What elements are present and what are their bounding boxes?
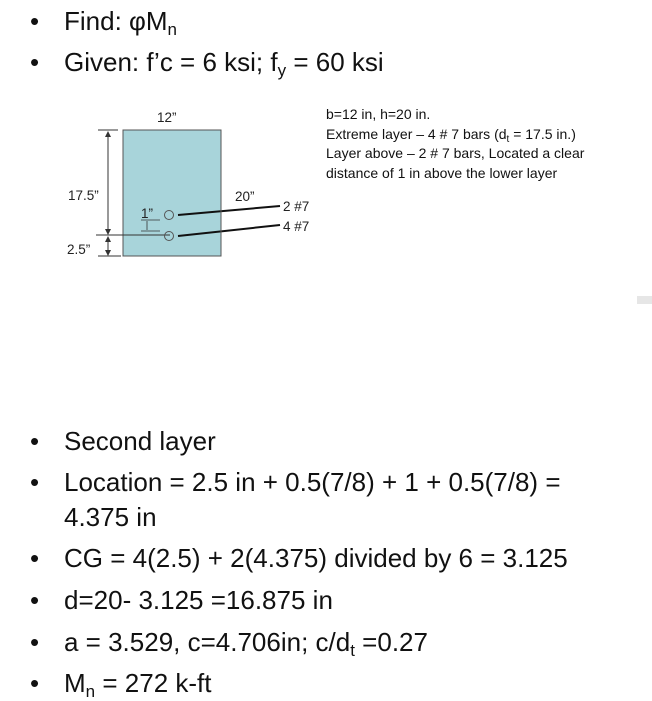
note-line: Layer above – 2 # 7 bars, Located a clear <box>326 145 585 161</box>
bullet-dot: • <box>30 585 40 615</box>
arrowhead <box>105 229 111 235</box>
spacing-label: 1” <box>141 206 154 221</box>
upper-bar-label: 2 #7 <box>283 199 310 214</box>
location-text-line2: 4.375 in <box>64 502 157 532</box>
note-line: b=12 in, h=20 in. <box>326 106 431 122</box>
location-text: Location = 2.5 in + 0.5(7/8) + 1 + 0.5(7/8) = <box>64 467 561 497</box>
given-text: Given: f’c = 6 ksi; $f_y = 60$ ksi <box>64 47 384 80</box>
note-line: Extreme layer – 4 # 7 bars ($d_t = 17.5$ in.) <box>326 125 576 145</box>
cover-label: 2.5” <box>67 242 91 257</box>
height-label: 20” <box>235 189 255 204</box>
beam-section <box>123 130 221 256</box>
bullet-dot: • <box>30 543 40 573</box>
second-layer-text: Second layer <box>64 426 216 456</box>
bullet-dot: • <box>30 467 40 497</box>
note-line: distance of 1 in above the lower layer <box>326 164 558 181</box>
slide-edge-marker <box>637 296 652 304</box>
beam-cross-section-diagram <box>0 100 330 270</box>
given-notes <box>326 105 646 183</box>
a-text: a = 3.529, c=4.706in; $c/d_t =0.27$ <box>64 627 428 660</box>
arrowhead <box>105 236 111 242</box>
bullet-dot: • <box>30 627 40 657</box>
lower-bar-label: 4 #7 <box>283 219 310 234</box>
find-text: Find: $\varphi M_n$ <box>64 6 178 39</box>
bullet-dot: • <box>30 668 40 698</box>
depth-label: 17.5” <box>68 188 99 203</box>
bullet-dot: • <box>30 426 40 456</box>
arrowhead <box>105 131 111 137</box>
arrowhead <box>105 250 111 256</box>
bullet-dot: • <box>30 47 40 77</box>
cg-text: CG = 4(2.5) + 2(4.375) divided by 6 = 3.125 <box>64 543 568 573</box>
width-label: 12” <box>157 110 177 125</box>
d-text: d=20- 3.125 =16.875 in <box>64 585 333 615</box>
mn-text: $M_n = 272$ k-ft <box>64 668 212 701</box>
bullet-dot: • <box>30 6 40 36</box>
